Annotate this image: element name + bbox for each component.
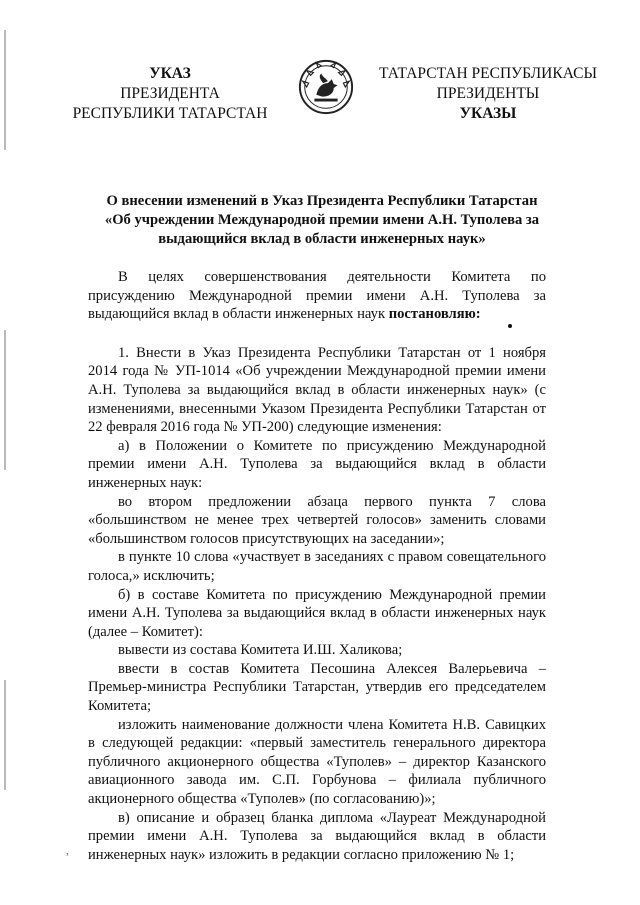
margin-binding-mark	[4, 680, 6, 790]
decree-body	[88, 268, 546, 864]
decree-title	[92, 192, 552, 249]
header-right-line2: ПРЕЗИДЕНТЫ	[436, 85, 540, 102]
paragraph-add-member: ввести в состав Комитета Песошина Алексея Валерьевича – Премьер-министра Республики Татарстан, утвердив его председателем Комитета;	[88, 660, 546, 715]
scan-dot-mark	[508, 324, 512, 328]
title-line: О внесении изменений в Указ Президента Республики Татарстан	[106, 193, 538, 209]
paragraph-a: а) в Положении о Комитете по присуждению Международной премии имени А.Н. Туполева за выдающийся вклад в области инженерных наук:	[88, 437, 546, 491]
intro-paragraph	[88, 268, 546, 324]
intro-text: В целях совершенствования деятельности Комитета по присуждению Международной премии имени А.Н. Туполева за выдающийся вклад в области инженерных наук	[88, 269, 546, 323]
paragraph-c: в) описание и образец бланка диплома «Лауреат Международной премии имени А.Н. Туполева за выдающийся вклад в области инженерных наук» изложить в редакции согласно приложению № 1;	[88, 809, 546, 863]
header-left-line1: УКАЗ	[149, 65, 191, 82]
header-left-line3: РЕСПУБЛИКИ ТАТАРСТАН	[72, 105, 268, 122]
tatarstan-coat-of-arms-icon	[297, 58, 355, 116]
header-left-line2: ПРЕЗИДЕНТА	[120, 85, 220, 102]
margin-binding-mark	[4, 330, 6, 470]
paragraph-rename-position: изложить наименование должности члена Комитета Н.В. Савицких в следующей редакции: «первый заместитель генерального директора публичного акционерного общества «Туполев» – директор Казанского авиационного завода им. С.П. Горбунова – филиала публичного акционерного общества «Туполев» (по согласованию)»;	[88, 716, 546, 808]
intro-resolution: постановляю:	[388, 306, 481, 323]
paragraph-amend-2: в пункте 10 слова «участвует в заседаниях с правом совещательного голоса,» исключить;	[88, 549, 546, 584]
header-russian	[60, 64, 280, 124]
paragraph-1: 1. Внести в Указ Президента Республики Татарстан от 1 ноября 2014 года № УП-1014 «Об учреждении Международной премии имени А.Н. Туполева за выдающийся вклад в области инженерных наук» (с изменениями, внесенными Указом Президента Республики Татарстан от 22 февраля 2016 года № УП-200) следующие изменения:	[88, 344, 546, 436]
paragraph-b: б) в составе Комитета по присуждению Международной премии имени А.Н. Туполева за выдающийся вклад в области инженерных наук (далее – Комитет):	[88, 586, 546, 640]
paragraph-amend-1: во втором предложении абзаца первого пункта 7 слова «большинством не менее трех четвертей голосов» заменить словами «большинством голосов присутствующих на заседании»;	[88, 493, 546, 547]
title-line: выдающийся вклад в области инженерных наук»	[158, 231, 486, 247]
decree-header	[0, 64, 640, 134]
header-tatar	[370, 64, 606, 124]
header-right-line3: УКАЗЫ	[459, 105, 517, 122]
scan-tick-mark: ,	[66, 843, 69, 857]
paragraph-remove-member: вывести из состава Комитета И.Ш. Халикова;	[118, 642, 403, 659]
header-right-line1: ТАТАРСТАН РЕСПУБЛИКАСЫ	[379, 65, 597, 82]
title-line: «Об учреждении Международной премии имени А.Н. Туполева за	[104, 212, 540, 228]
